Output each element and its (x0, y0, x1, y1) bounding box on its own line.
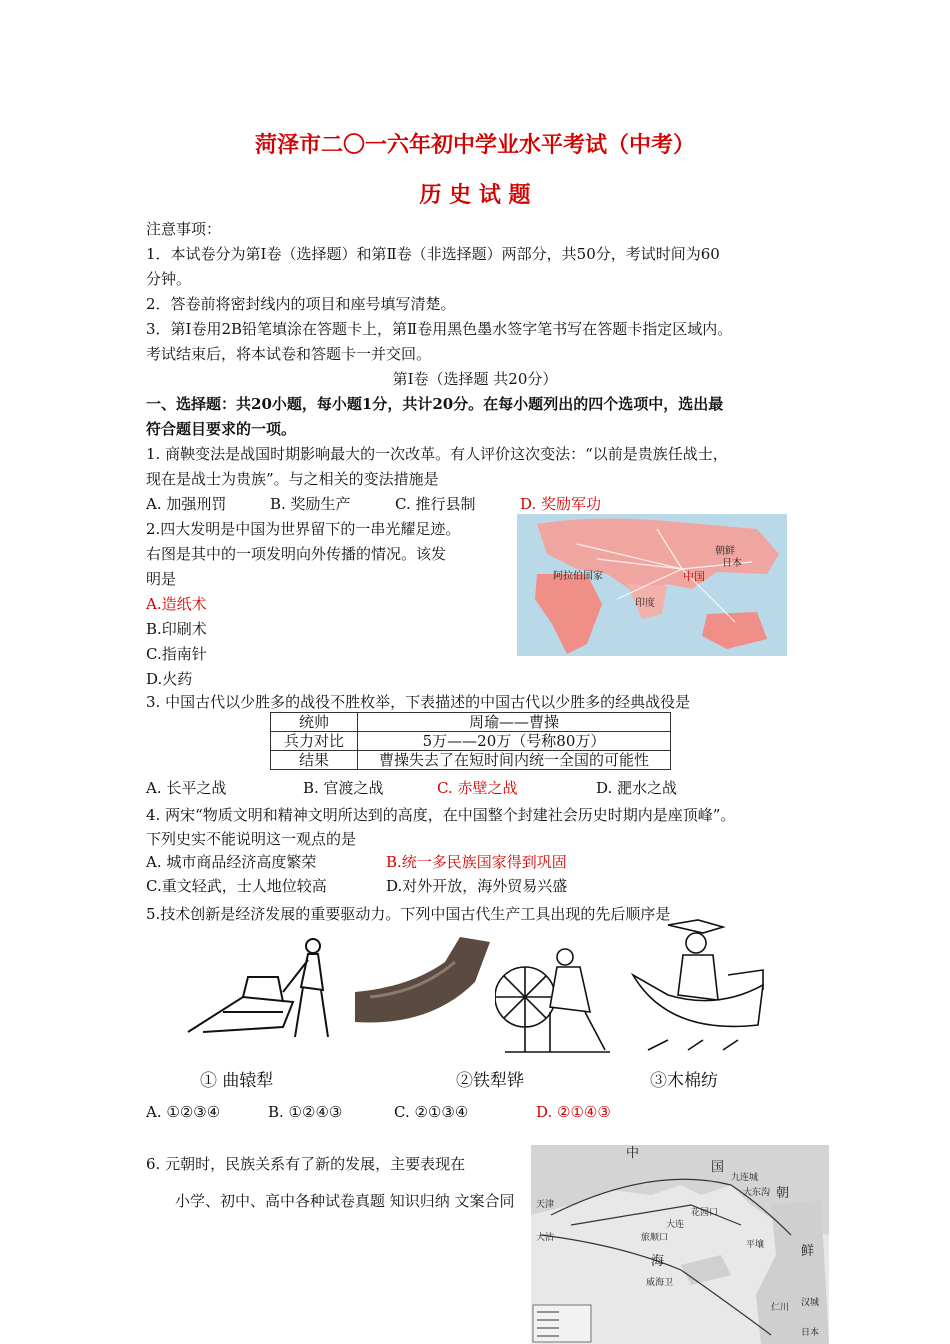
table-row (271, 751, 671, 770)
q5-caption-1: ① 曲辕犁 (200, 1071, 274, 1091)
q2-option-a: A.造纸术 (146, 595, 207, 613)
q3-stem: 3. 中国古代以少胜多的战役不胜枚举，下表描述的中国古代以少胜多的经典战役是 (146, 693, 691, 711)
map2-label: 大沽 (536, 1233, 555, 1243)
part1-instruction-b: 符合题目要求的一项。 (146, 420, 297, 438)
note-1a: 1．本试卷分为第Ⅰ卷（选择题）和第Ⅱ卷（非选择题）两部分，共50分，考试时间为60 (146, 245, 720, 263)
table-cell: 周瑜——曹操 (358, 713, 671, 732)
notes-heading: 注意事项： (146, 220, 222, 238)
note-2: 2．答卷前将密封线内的项目和座号填写清楚。 (146, 295, 456, 313)
q2-stem-b: 右图是其中的一项发明向外传播的情况。该发 (146, 545, 447, 563)
map2-label: 国 (711, 1160, 725, 1175)
table-row (271, 713, 671, 732)
page-subtitle: 历 史 试 题 (419, 183, 531, 208)
table-cell: 曹操失去了在短时间内统一全国的可能性 (358, 751, 671, 770)
q5-option-b: B. ①②④③ (268, 1103, 343, 1121)
q2-option-b: B.印刷术 (146, 620, 207, 638)
table-cell: 5万——20万（号称80万） (358, 732, 671, 751)
q3-option-a: A. 长平之战 (146, 779, 227, 797)
map2-label: 平壤 (746, 1240, 765, 1250)
map-label-korea: 朝鲜 (715, 546, 735, 557)
note-3b: 考试结束后，将本试卷和答题卡一并交回。 (146, 345, 432, 363)
q3-option-b: B. 官渡之战 (303, 779, 384, 797)
table-cell: 兵力对比 (271, 732, 358, 751)
part1-instruction-a: 一、选择题：共20小题，每小题1分，共计20分。在每小题列出的四个选项中，选出最 (146, 395, 724, 413)
map2-label: 朝 (776, 1186, 790, 1201)
q3-option-d: D. 淝水之战 (596, 779, 678, 797)
map2-label: 大连 (666, 1220, 685, 1230)
q5-option-a: A. ①②③④ (146, 1103, 221, 1121)
map2-label: 威海卫 (646, 1278, 674, 1288)
q3-option-c: C. 赤壁之战 (437, 779, 518, 797)
note-3a: 3．第Ⅰ卷用2B铅笔填涂在答题卡上，第Ⅱ卷用黑色墨水签字笔书写在答题卡指定区域内。 (146, 320, 733, 338)
map2-label: 日本 (801, 1328, 820, 1338)
table-cell: 统帅 (271, 713, 358, 732)
q6-stem: 6. 元朝时，民族关系有了新的发展，主要表现在 (146, 1155, 466, 1173)
map2-label: 旅顺口 (641, 1233, 669, 1243)
q2-stem-c: 明是 (146, 570, 177, 588)
map-label-china: 中国 (683, 570, 705, 583)
q5-option-d: D. ②①④③ (536, 1103, 611, 1121)
q4-stem-a: 4. 两宋“物质文明和精神文明所达到的高度，在中国整个封建社会历史时期内是座顶峰”。 (146, 806, 736, 824)
q5-caption-3: ③木棉纺 (650, 1071, 718, 1091)
map2-label: 鲜 (801, 1244, 815, 1259)
map2-label: 天津 (536, 1200, 555, 1210)
page-title: 菏泽市二〇一六年初中学业水平考试（中考） (254, 133, 695, 158)
spinning-wheel-image (495, 932, 615, 1057)
table-cell: 结果 (271, 751, 358, 770)
q5-option-c: C. ②①③④ (394, 1103, 469, 1121)
q4-option-d: D.对外开放，海外贸易兴盛 (386, 877, 568, 895)
note-1b: 分钟。 (146, 270, 192, 288)
map2-label: 花园口 (691, 1208, 719, 1218)
q4-option-b: B.统一多民族国家得到巩固 (386, 853, 567, 871)
spread-map-image (517, 514, 787, 656)
q4-stem-b: 下列史实不能说明这一观点的是 (146, 830, 357, 848)
q1-stem-b: 现在是战士为贵族”。与之相关的变法措施是 (146, 470, 439, 488)
q5-caption-2: ②铁犁铧 (456, 1071, 524, 1091)
q1-option-a: A. 加强刑罚 (146, 495, 227, 513)
q2-stem-a: 2.四大发明是中国为世界留下的一串光耀足迹。 (146, 520, 461, 538)
map2-label: 仁川 (771, 1303, 790, 1313)
q1-option-d: D. 奖励军功 (520, 495, 602, 513)
map-label-japan: 日本 (722, 558, 742, 569)
map2-label: 九连城 (731, 1173, 759, 1183)
q1-option-c: C. 推行县制 (395, 495, 476, 513)
map2-label: 大东沟 (743, 1188, 771, 1198)
map2-label: 中 (626, 1146, 640, 1161)
q4-option-a: A. 城市商品经济高度繁荣 (146, 853, 317, 871)
map2-label: 海 (651, 1254, 665, 1269)
battle-table (270, 712, 671, 770)
table-row (271, 732, 671, 751)
war-map-image (531, 1145, 829, 1344)
q1-option-b: B. 奖励生产 (270, 495, 351, 513)
part1-label: 第Ⅰ卷（选择题 共20分） (392, 370, 558, 388)
q4-option-c: C.重文轻武，士人地位较高 (146, 877, 327, 895)
q1-stem-a: 1. 商鞅变法是战国时期影响最大的一次改革。有人评价这次变法：“以前是贵族任战士， (146, 445, 728, 463)
plough-farmer-image (183, 932, 353, 1052)
map-label-india: 印度 (635, 598, 655, 609)
q2-option-d: D.火药 (146, 670, 193, 688)
q5-stem: 5.技术创新是经济发展的重要驱动力。下列中国古代生产工具出现的先后顺序是 (146, 905, 671, 923)
footer-watermark: 小学、初中、高中各种试卷真题 知识归纳 文案合同 (175, 1192, 515, 1210)
iron-plough-image (350, 932, 495, 1032)
map-label-arab: 阿拉伯国家 (553, 571, 603, 582)
q2-option-c: C.指南针 (146, 645, 207, 663)
map2-label: 汉城 (801, 1298, 820, 1308)
cotton-spinning-image (628, 915, 768, 1055)
